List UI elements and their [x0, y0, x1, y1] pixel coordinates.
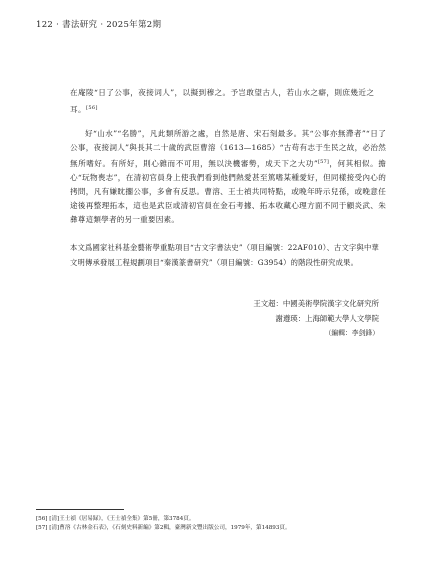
author-line-2: 謝遵瑛：上海師範大學人文學院 — [275, 313, 379, 323]
funding-note: 本文爲國家社科基金藝術學重點項目“古文字書法史”（項目編號：22AF010）、古文字與中華文明傳承發展工程規劃項目“秦漢篆書研究”（項目編號：G3954）的階段性研究成果。 — [70, 243, 380, 267]
quoted-passage — [70, 86, 386, 117]
footnote-56: [56] [清]王士禎《居易録》，《王士禎全集》第5冊，第3784頁。 — [36, 516, 195, 522]
footnotes — [36, 515, 396, 533]
body-text-part2: ，何其相似。擔心“玩物喪志”，在清初官員身上使我們看到他們熱愛甚至篤嗜某種愛好，但同樣接受內心的拷問，凡有嫌眈擱公事，多會有反思。曹溶、王士禎共同特點，或晚年時示兒孫，或晚意任途後再整理拓本，這也是武臣或清初官員在金石考據、拓本收藏心理方面不同于顧炎武、朱彝尊這類學者的另一重要因素。 — [70, 159, 386, 224]
quote-text: 在庵陵“日了公事，夜接词人”，以擬到穆之。予岂敢望古人，若山水之癖，則庶幾近之耳。 — [70, 88, 375, 114]
body-text-part1: 好“山水”“名勝”，凡此類所游之處，自然是唐、宋石刻最多。其“公事亦無滯者”“日了公事，夜接詞人”與長其二十歲的武臣曹溶（1613—1685）“古苟有志于生民之故，必治然無所嗜好。有所好，則心雜而不可用，無以決機審勢，成天下之大功” — [70, 129, 386, 168]
running-head: 122 · 書法研究 · 2025年第2期 — [36, 20, 162, 30]
footnote-divider — [36, 509, 124, 510]
footnote-ref-57: [57] — [318, 159, 330, 165]
footnote-ref-56: [56] — [86, 104, 98, 111]
body-paragraph — [70, 127, 386, 227]
editor-credit: （編輯：李剑鋒） — [324, 329, 379, 337]
author-affiliations — [253, 297, 379, 341]
author-line-1: 王文超：中國美術學院漢字文化研究所 — [253, 299, 379, 308]
footnote-57: [57] [清]曹溶《古林金石表》，《石刻史料新編》第2輯，臺灣新文豐出版公司，1979年，第14893頁。 — [36, 525, 291, 531]
